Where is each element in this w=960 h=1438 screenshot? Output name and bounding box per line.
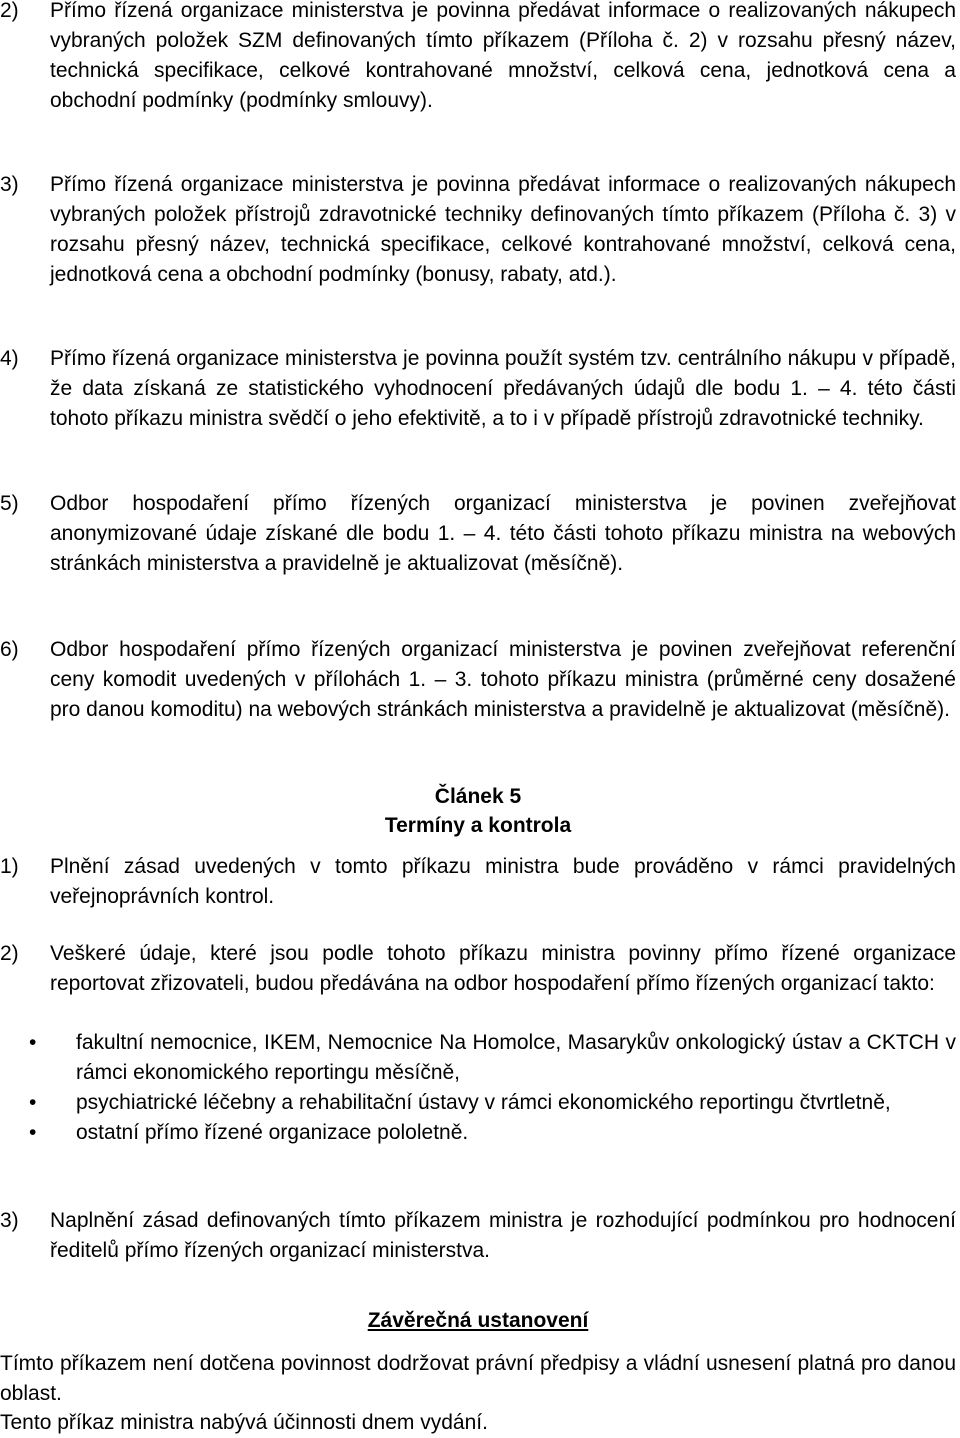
item-text: Přímo řízená organizace ministerstva je povinna použít systém tzv. centrálního nákupu v případě, že data získaná ze statistického vyhodnocení předávaných údajů dle bodu 1. – 4. této části tohoto příkazu ministra svědčí o jeho efektivitě, a to i v případě přístrojů zdravotnické techniky.	[50, 347, 956, 430]
bullet-icon: •	[29, 1031, 37, 1054]
list-item	[0, 1028, 956, 1088]
item-number: 3)	[0, 1209, 19, 1232]
item-number: 3)	[0, 173, 19, 196]
item-number: 2)	[0, 0, 19, 22]
reporting-frequency-list	[0, 1028, 956, 1148]
paragraph-4-central-purchase	[0, 344, 956, 434]
paragraph-1-control	[0, 852, 956, 912]
paragraph-3-evaluation	[0, 1206, 956, 1266]
article-number-heading: Článek 5	[434, 785, 522, 808]
list-item	[0, 1118, 956, 1148]
item-text: Plnění zásad uvedených v tomto příkazu ministra bude prováděno v rámci pravidelných veřejnoprávních kontrol.	[50, 855, 956, 908]
list-item-text: psychiatrické léčebny a rehabilitační ústavy v rámci ekonomického reportingu čtvrtletně,	[76, 1091, 891, 1114]
item-text: Přímo řízená organizace ministerstva je povinna předávat informace o realizovaných nákupech vybraných položek SZM definovaných tímto příkazem (Příloha č. 2) v rozsahu přesný název, technická specifikace, celkové kontrahované množství, celková cena, jednotková cena a obchodní podmínky (podmínky smlouvy).	[50, 0, 956, 112]
paragraph-2-data-transfer	[0, 939, 956, 999]
item-number: 4)	[0, 347, 19, 370]
item-text: Veškeré údaje, které jsou podle tohoto příkazu ministra povinny přímo řízené organizace reportovat zřizovateli, budou předávána na odbor hospodaření přímo řízených organizací takto:	[50, 942, 956, 995]
final-provisions-heading-wrap	[0, 1306, 956, 1336]
list-item-text: ostatní přímo řízené organizace pololetně.	[76, 1121, 469, 1144]
paragraph-6-reference-prices	[0, 635, 956, 725]
paragraph-5-publish-data	[0, 489, 956, 579]
list-item-text: fakultní nemocnice, IKEM, Nemocnice Na Homolce, Masarykův onkologický ústav a CKTCH v rámci ekonomického reportingu měsíčně,	[76, 1031, 956, 1084]
item-text: Přímo řízená organizace ministerstva je povinna předávat informace o realizovaných nákupech vybraných položek přístrojů zdravotnické techniky definovaných tímto příkazem (Příloha č. 3) v rozsahu přesný název, technická specifikace, celkové kontrahované množství, celková cena, jednotková cena a obchodní podmínky (bonusy, rabaty, atd.).	[50, 173, 956, 286]
final-paragraph-2: Tento příkaz ministra nabývá účinnosti dnem vydání.	[0, 1411, 488, 1434]
item-text: Odbor hospodaření přímo řízených organizací ministerstva je povinen zveřejňovat referenční ceny komodit uvedených v přílohách 1. – 3. tohoto příkazu ministra (průměrné ceny dosažené pro danou komoditu) na webových stránkách ministerstva a pravidelně je aktualizovat (měsíčně).	[50, 638, 956, 721]
item-number: 1)	[0, 855, 19, 878]
final-paragraph-1: Tímto příkazem není dotčena povinnost dodržovat právní předpisy a vládní usnesení platná pro danou oblast.	[0, 1352, 956, 1405]
item-number: 6)	[0, 638, 19, 661]
list-item	[0, 1088, 956, 1118]
bullet-icon: •	[29, 1091, 37, 1114]
item-text: Naplnění zásad definovaných tímto příkazem ministra je rozhodující podmínkou pro hodnocení ředitelů přímo řízených organizací ministerstva.	[50, 1209, 956, 1262]
final-provisions-heading: Závěrečná ustanovení	[367, 1309, 589, 1332]
item-number: 2)	[0, 942, 19, 965]
bullet-icon: •	[29, 1121, 37, 1144]
item-text: Odbor hospodaření přímo řízených organizací ministerstva je povinen zveřejňovat anonymizované údaje získané dle bodu 1. – 4. této části tohoto příkazu ministra na webových stránkách ministerstva a pravidelně je aktualizovat (měsíčně).	[50, 492, 956, 575]
article-title-heading: Termíny a kontrola	[384, 814, 572, 837]
paragraph-2-reporting-szm	[0, 0, 956, 116]
paragraph-3-reporting-devices	[0, 170, 956, 290]
item-number: 5)	[0, 492, 19, 515]
